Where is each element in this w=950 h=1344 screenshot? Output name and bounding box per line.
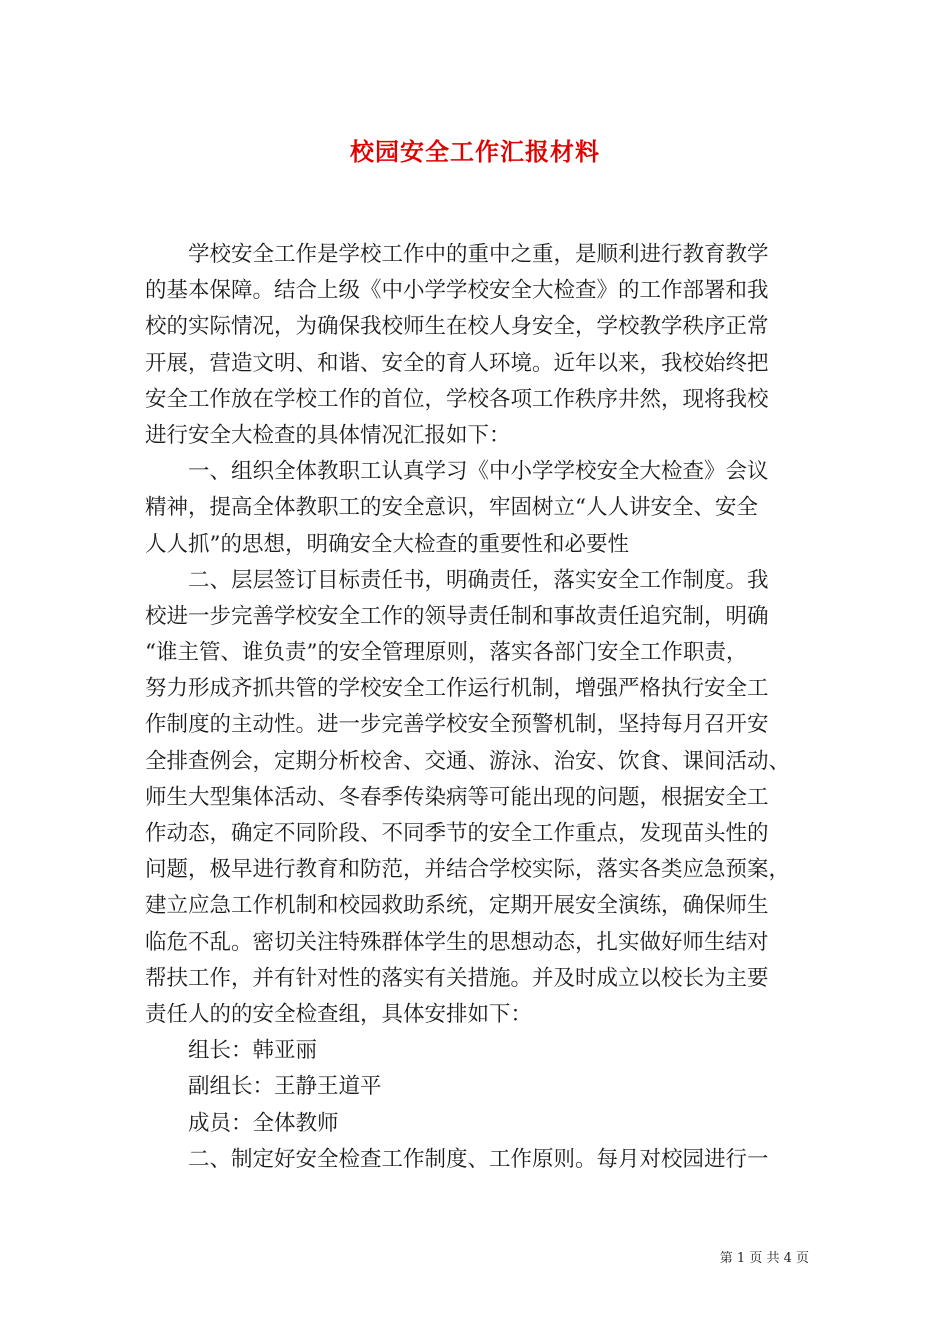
text-line: 作动态，确定不同阶段、不同季节的安全工作重点，发现苗头性的 (145, 821, 769, 846)
text-line: 师生大型集体活动、冬春季传染病等可能出现的问题，根据安全工 (145, 784, 769, 810)
text-line: 努力形成齐抓共管的学校安全工作运行机制，增强严格执行安全工 (145, 676, 769, 702)
text-line: “谁主管、谁负责”的安全管理原则，落实各部门安全工作职责， (145, 640, 748, 666)
text-line: 安全工作放在学校工作的首位，学校各项工作秩序井然，现将我校 (145, 386, 769, 412)
text-line: 二、层层签订目标责任书，明确责任，落实安全工作制度。我 (188, 567, 769, 593)
text-line: 的基本保障。结合上级《中小学学校安全大检查》的工作部署和我 (145, 278, 769, 304)
text-line: 作制度的主动性。进一步完善学校安全预警机制，坚持每月召开安 (145, 712, 769, 738)
text-line: 二、制定好安全检查工作制度、工作原则。每月对校园进行一 (188, 1146, 769, 1172)
text-line: 临危不乱。密切关注特殊群体学生的思想动态，扎实做好师生结对 (145, 929, 769, 955)
text-line: 开展，营造文明、和谐、安全的育人环境。近年以来，我校始终把 (145, 350, 769, 376)
text-line: 帮扶工作，并有针对性的落实有关措施。并及时成立以校长为主要 (145, 965, 769, 991)
text-line: 学校安全工作是学校工作中的重中之重，是顺利进行教育教学 (188, 242, 769, 267)
text-line: 校的实际情况，为确保我校师生在校人身安全，学校教学秩序正常 (145, 314, 769, 340)
text-line: 问题，极早进行教育和防范，并结合学校实际，落实各类应急预案， (145, 857, 791, 883)
page-number-footer: 第 1 页 共 4 页 (719, 1251, 809, 1266)
text-line: 一、组织全体教职工认真学习《中小学学校安全大检查》会议 (188, 459, 769, 485)
text-line: 组长：韩亚丽 (188, 1038, 318, 1064)
text-line: 进行安全大检查的具体情况汇报如下： (145, 422, 511, 448)
text-line: 全排查例会，定期分析校舍、交通、游泳、治安、饮食、课间活动、 (145, 748, 791, 774)
text-line: 建立应急工作机制和校园救助系统，定期开展安全演练，确保师生 (145, 893, 769, 919)
document-body (145, 237, 809, 1178)
text-line: 成员：全体教师 (188, 1110, 339, 1136)
document-title: 校园安全工作汇报材料 (350, 137, 600, 166)
text-line: 精神，提高全体教职工的安全意识，牢固树立“人人讲安全、安全 (145, 495, 758, 521)
text-line: 人人抓”的思想，明确安全大检查的重要性和必要性 (145, 531, 629, 557)
text-line: 校进一步完善学校安全工作的领导责任制和事故责任追究制，明确 (145, 603, 769, 629)
text-line: 副组长：王静王道平 (188, 1074, 382, 1100)
text-line: 责任人的的安全检查组，具体安排如下： (145, 1001, 533, 1027)
